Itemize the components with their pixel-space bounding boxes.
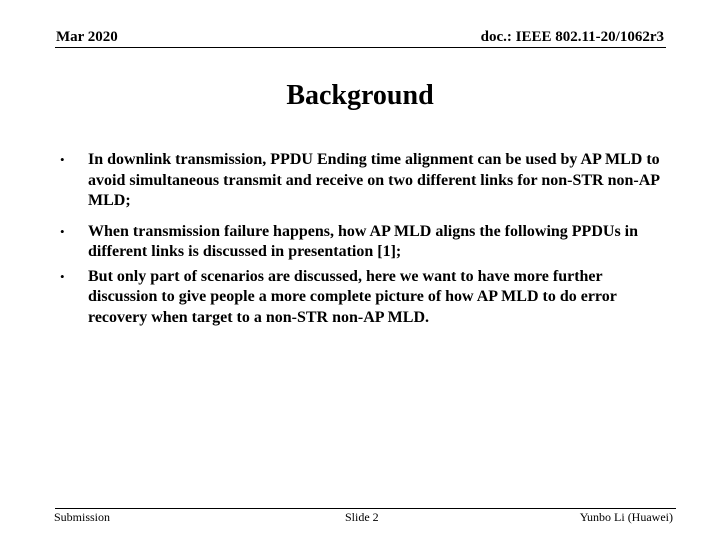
bullet-dot: • (60, 223, 65, 239)
bullet-dot: • (60, 152, 65, 167)
bullet-item (60, 222, 660, 263)
footer-rule (55, 508, 676, 509)
bullet-item (60, 150, 660, 212)
footer-submission: Submission (54, 510, 111, 524)
bullet-list (60, 150, 660, 328)
bullet-item (60, 267, 660, 329)
header-document-id: doc.: IEEE 802.11-20/1062r3 (480, 29, 664, 45)
footer-author: Yunbo Li (Huawei) (579, 510, 673, 524)
bullet-text: But only part of scenarios are discussed, here we want to have more further discussion to give people a more complete picture of how AP MLD to do error recovery when target to a non-STR non-AP MLD. (88, 267, 617, 326)
bullet-text: When transmission failure happens, how AP MLD aligns the following PPDUs in different links is discussed in presentation [1]; (88, 222, 639, 260)
header-date: Mar 2020 (56, 29, 118, 45)
bullet-dot: • (60, 268, 65, 284)
slide-title: Background (286, 80, 434, 111)
bullet-text: In downlink transmission, PPDU Ending time alignment can be used by AP MLD to avoid simultaneous transmit and receive on two different links for non-STR non-AP MLD; (88, 151, 660, 209)
footer-slide-number: Slide 2 (345, 510, 379, 524)
header-rule (55, 47, 666, 48)
